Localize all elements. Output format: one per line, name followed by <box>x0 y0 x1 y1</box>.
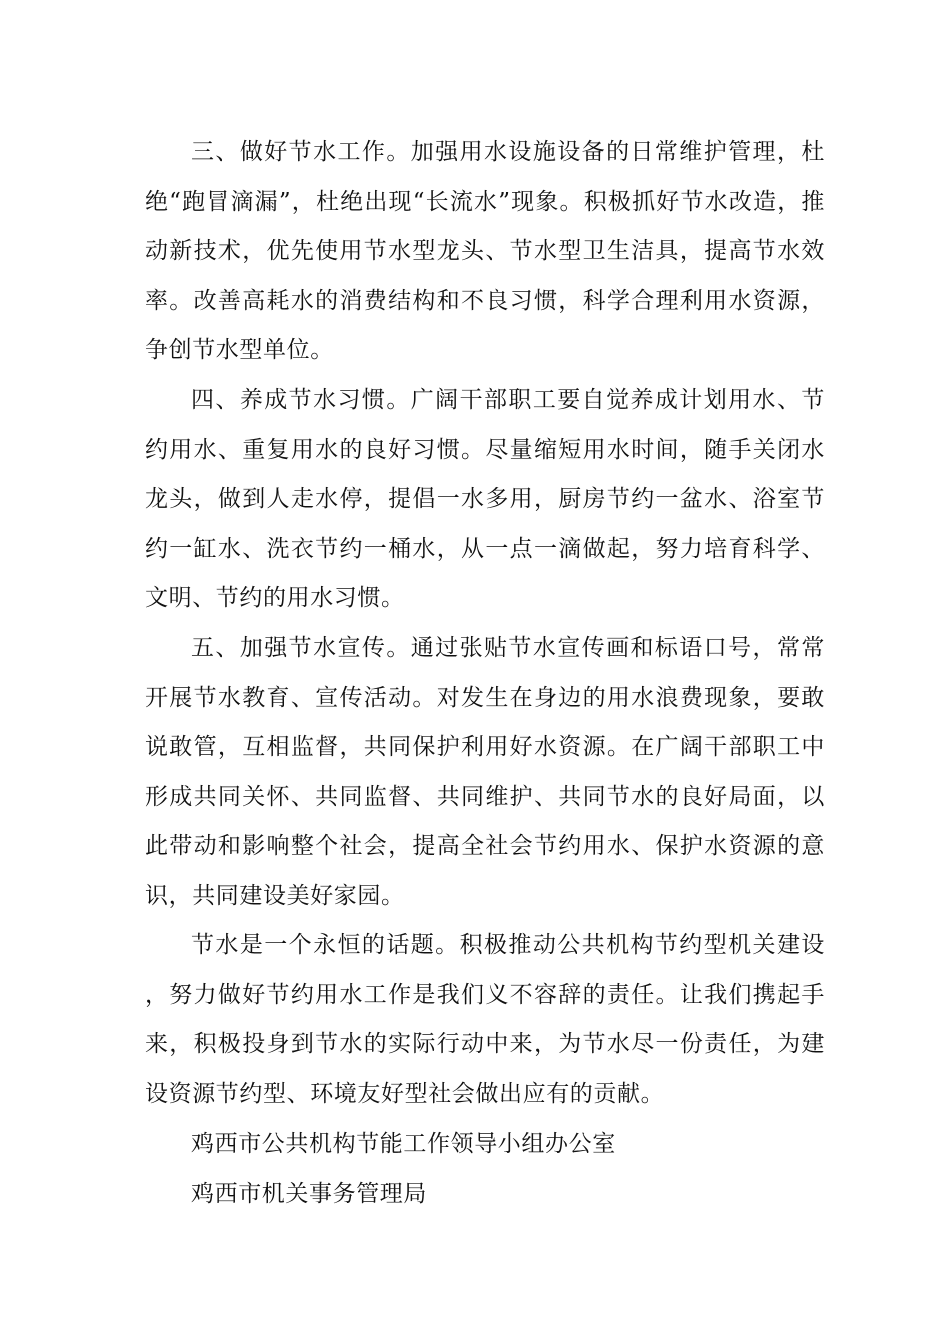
paragraph-section-five: 五、加强节水宣传。通过张贴节水宣传画和标语口号，常常开展节水教育、宣传活动。对发生在身边的用水浪费现象，要敢说敢管，互相监督，共同保护利用好水资源。在广阔干部职工中形成共同关怀、共同监督、共同维护、共同节水的良好局面，以此带动和影响整个社会，提高全社会节约用水、保护水资源的意识，共同建设美好家园。 <box>145 635 825 909</box>
signature-bureau: 鸡西市机关事务管理局 <box>191 1181 427 1207</box>
signature-office: 鸡西市公共机构节能工作领导小组办公室 <box>191 1131 616 1157</box>
paragraph-section-three: 三、做好节水工作。加强用水设施设备的日常维护管理，杜绝“跑冒滴漏”，杜绝出现“长流水”现象。积极抓好节水改造，推动新技术，优先使用节水型龙头、节水型卫生洁具，提高节水效率。改善高耗水的消费结构和不良习惯，科学合理利用水资源，争创节水型单位。 <box>145 139 825 364</box>
paragraph-conclusion: 节水是一个永恒的话题。积极推动公共机构节约型机关建设，努力做好节约用水工作是我们义不容辞的责任。让我们携起手来，积极投身到节水的实际行动中来，为节水尽一份责任，为建设资源节约型、环境友好型社会做出应有的贡献。 <box>145 932 825 1107</box>
paragraph-section-four: 四、养成节水习惯。广阔干部职工要自觉养成计划用水、节约用水、重复用水的良好习惯。尽量缩短用水时间，随手关闭水龙头，做到人走水停，提倡一水多用，厨房节约一盆水、浴室节约一缸水、洗衣节约一桶水，从一点一滴做起，努力培育科学、文明、节约的用水习惯。 <box>145 387 825 612</box>
